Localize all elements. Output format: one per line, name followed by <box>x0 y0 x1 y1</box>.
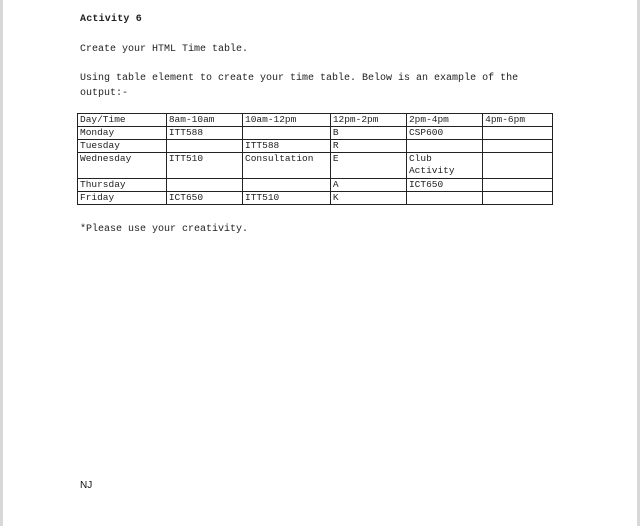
page-edge-left <box>0 0 3 526</box>
table-cell <box>483 153 553 179</box>
table-cell: Tuesday <box>78 140 167 153</box>
table-cell: CSP600 <box>406 127 482 140</box>
table-cell: B <box>330 127 406 140</box>
table-cell <box>483 192 553 205</box>
table-cell: ICT650 <box>406 179 482 192</box>
table-row-wednesday <box>78 153 553 179</box>
header-4pm-6pm: 4pm-6pm <box>483 114 553 127</box>
activity-title: Activity 6 <box>80 14 143 25</box>
table-cell: Consultation <box>243 153 331 179</box>
header-10am-12pm: 10am-12pm <box>243 114 331 127</box>
timetable <box>77 113 553 205</box>
header-8am-10am: 8am-10am <box>166 114 242 127</box>
instruction-create: Create your HTML Time table. <box>80 44 249 55</box>
table-cell: A <box>330 179 406 192</box>
table-cell <box>166 179 242 192</box>
table-cell <box>166 140 242 153</box>
table-cell: E <box>330 153 406 179</box>
table-row-tuesday <box>78 140 553 153</box>
table-cell <box>406 192 482 205</box>
initials: NJ <box>80 480 93 491</box>
table-cell <box>483 127 553 140</box>
table-cell: ICT650 <box>166 192 242 205</box>
table-cell: Thursday <box>78 179 167 192</box>
table-cell: Club Activity <box>406 153 482 179</box>
table-cell: Monday <box>78 127 167 140</box>
table-cell: Friday <box>78 192 167 205</box>
table-cell <box>483 179 553 192</box>
table-cell: ITT510 <box>243 192 331 205</box>
table-cell: ITT588 <box>243 140 331 153</box>
table-cell: ITT510 <box>166 153 242 179</box>
header-2pm-4pm: 2pm-4pm <box>406 114 482 127</box>
footnote: *Please use your creativity. <box>80 224 249 235</box>
instruction-using-line2: output:- <box>80 88 129 99</box>
header-12pm-2pm: 12pm-2pm <box>330 114 406 127</box>
table-cell <box>483 140 553 153</box>
table-cell: Wednesday <box>78 153 167 179</box>
table-cell: K <box>330 192 406 205</box>
table-cell: R <box>330 140 406 153</box>
table-row-friday <box>78 192 553 205</box>
table-cell <box>243 127 331 140</box>
table-cell <box>406 140 482 153</box>
table-row-monday <box>78 127 553 140</box>
timetable-header-row <box>78 114 553 127</box>
table-cell <box>243 179 331 192</box>
header-day-time: Day/Time <box>78 114 167 127</box>
table-cell: ITT588 <box>166 127 242 140</box>
instruction-using-line1: Using table element to create your time table. Below is an example of the <box>80 73 519 84</box>
table-row-thursday <box>78 179 553 192</box>
